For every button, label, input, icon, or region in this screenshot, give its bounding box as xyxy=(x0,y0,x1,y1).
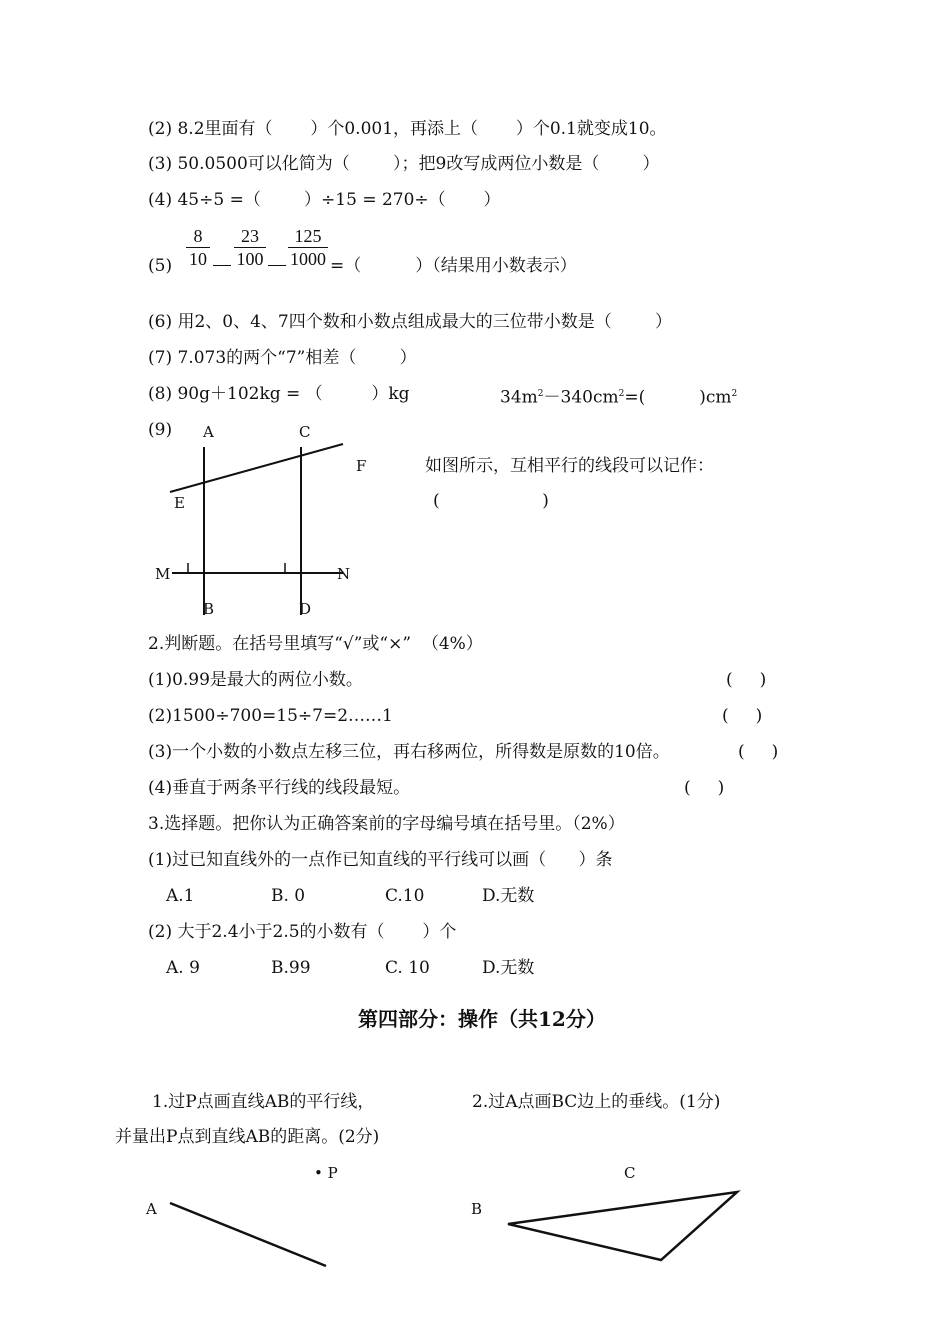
parallel-lines-figure xyxy=(170,444,343,615)
judge-paren-3: ( ) xyxy=(738,742,779,762)
fraction-1-numerator: 8 xyxy=(186,225,210,248)
label-E: E xyxy=(174,494,185,512)
fill-q9-text: 如图所示，互相平行的线段可以记作： xyxy=(425,456,714,476)
label-C: C xyxy=(299,423,311,441)
task1-label-P: • P xyxy=(314,1164,338,1182)
right-angle-mark-2 xyxy=(285,563,301,573)
choice-q1-opt-c: C.10 xyxy=(385,886,425,906)
label-F: F xyxy=(356,457,367,475)
choice-q1-opt-d: D.无数 xyxy=(482,886,535,906)
choice-heading: 3.选择题。把你认为正确答案前的字母编号填在括号里。（2%） xyxy=(148,814,625,834)
fill-q7: (7) 7.073的两个“7”相差（ ） xyxy=(148,348,417,368)
label-N: N xyxy=(337,565,351,583)
right-angle-mark-1 xyxy=(188,563,204,573)
triangle-ABC xyxy=(508,1192,737,1260)
fill-q2: (2) 8.2里面有（ ）个0.001，再添上（ ）个0.1就变成10。 xyxy=(148,119,667,139)
fill-q8a: (8) 90g＋102kg = （ ）kg xyxy=(148,384,410,404)
label-M: M xyxy=(155,565,171,583)
fill-q9-blank: ( ) xyxy=(433,491,549,511)
fill-q9-label: (9) xyxy=(148,420,173,440)
task2-label-C: C xyxy=(624,1164,636,1182)
part4-title: 第四部分：操作（共12分） xyxy=(358,1007,606,1031)
label-D: D xyxy=(299,600,312,618)
fraction-2-denominator: 100 xyxy=(236,249,264,269)
judge-item-1: (1)0.99是最大的两位小数。 xyxy=(148,670,363,690)
task2-text: 2.过A点画BC边上的垂线。(1分) xyxy=(472,1092,721,1112)
line-AB-task1 xyxy=(170,1203,326,1266)
task1-line1: 1.过P点画直线AB的平行线， xyxy=(152,1092,375,1112)
task2-label-B: B xyxy=(471,1200,483,1218)
fill-q5-tail: =（ ）（结果用小数表示） xyxy=(330,256,577,276)
fraction-2-numerator: 23 xyxy=(234,225,266,248)
q8b-sup-2: 2 xyxy=(618,389,625,399)
choice-q2-opt-a: A. 9 xyxy=(166,958,200,978)
judge-paren-4: ( ) xyxy=(684,778,725,798)
q8b-sup-1: 2 xyxy=(537,389,544,399)
fraction-3-numerator: 125 xyxy=(288,225,328,248)
task1-label-A: A xyxy=(146,1200,157,1218)
fraction-1-denominator: 10 xyxy=(189,249,207,269)
q8b-post: =( )cm xyxy=(624,387,732,408)
choice-q2-opt-b: B.99 xyxy=(271,958,311,978)
line-EF xyxy=(170,444,343,492)
choice-q1-opt-a: A.1 xyxy=(166,886,195,906)
q8b-sup-3: 2 xyxy=(731,389,738,399)
fraction-3-denominator: 1000 xyxy=(290,249,326,269)
label-A: A xyxy=(203,423,214,441)
judge-item-3: (3)一个小数的小数点左移三位，再右移两位，所得数是原数的10倍。 xyxy=(148,742,670,762)
judge-item-4: (4)垂直于两条平行线的线段最短。 xyxy=(148,778,411,798)
judge-paren-2: ( ) xyxy=(722,706,763,726)
q8b-pre: 34m xyxy=(500,387,538,408)
choice-q1: (1)过已知直线外的一点作已知直线的平行线可以画（ ）条 xyxy=(148,850,613,870)
fill-q4: (4) 45÷5 =（ ）÷15 = 270÷（ ） xyxy=(148,190,501,210)
choice-q2-opt-d: D.无数 xyxy=(482,958,535,978)
judge-paren-1: ( ) xyxy=(726,670,767,690)
fill-q6: (6) 用2、0、4、7四个数和小数点组成最大的三位带小数是（ ） xyxy=(148,312,672,332)
fill-q3: (3) 50.0500可以化简为（ ）；把9改写成两位小数是（ ） xyxy=(148,154,660,174)
label-B: B xyxy=(203,600,215,618)
judge-heading: 2.判断题。在括号里填写“√”或“×” （4%） xyxy=(148,634,483,654)
choice-q2: (2) 大于2.4小于2.5的小数有（ ）个 xyxy=(148,922,457,942)
choice-q1-opt-b: B. 0 xyxy=(271,886,306,906)
task1-line2: 并量出P点到直线AB的距离。(2分) xyxy=(115,1127,380,1147)
fill-q5-label: (5) xyxy=(148,256,173,276)
choice-q2-opt-c: C. 10 xyxy=(385,958,430,978)
judge-item-2: (2)1500÷700=15÷7=2……1 xyxy=(148,706,393,726)
q8b-mid: －340cm xyxy=(543,387,619,408)
